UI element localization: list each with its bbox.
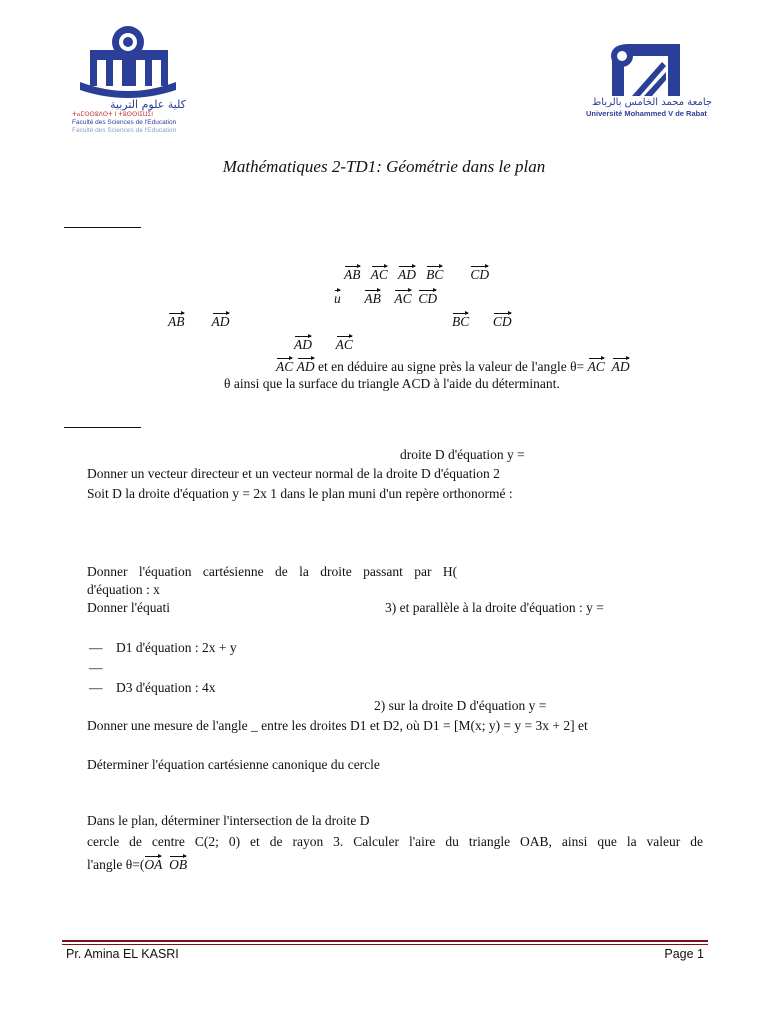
ex2-item-d1-text: D1 d'équation : 2x + y: [116, 640, 237, 655]
exercise2-heading-rule: [64, 427, 141, 428]
dash-bullet: —: [89, 680, 103, 695]
ex1-line3-left: [168, 311, 230, 330]
ex2-item-d3-text: D3 d'équation : 4x: [116, 680, 216, 695]
vector-ad: AD: [294, 334, 312, 353]
vector-cd: CD: [470, 264, 489, 283]
vector-ad: AD: [212, 311, 230, 330]
vector-ad: AD: [612, 356, 630, 375]
vector-ac: AC: [276, 356, 293, 375]
ex2-line-parallele: 3) et parallèle à la droite d'équation : y =: [385, 600, 604, 615]
dash-bullet: —: [89, 660, 103, 675]
ex2-line-angle-oab: [87, 854, 187, 873]
faculty-arabic-name: كلية علوم التربية: [110, 98, 186, 111]
ex2-line-equati: Donner l'équati: [87, 600, 171, 615]
ex1-line5: [276, 356, 630, 375]
vector-ac: AC: [371, 264, 388, 283]
ex2-item-d2: [89, 660, 103, 676]
faculty-french-name: Faculté des Sciences de l'Education: [72, 119, 177, 126]
faculty-french-name-faded: Faculté des Sciences de l'Education: [72, 127, 177, 134]
ex2-line-cercle-centre: cercle de centre C(2; 0) et de rayon 3. Calculer l'aire du triangle OAB, ainsi que la valeur de: [87, 834, 703, 849]
vector-ad: AD: [398, 264, 416, 283]
ex2-line-soit: Soit D la droite d'équation y = 2x 1 dans le plan muni d'un repère orthonormé :: [87, 486, 513, 501]
vector-ob: OB: [169, 854, 187, 873]
vector-cd: CD: [418, 288, 437, 307]
ex2-line-angle: Donner une mesure de l'angle _ entre les droites D1 et D2, où D1 = [M(x; y) = y = 3x + 2] et: [87, 718, 588, 733]
ex2-line-equation-h-text: Donner l'équation cartésienne de la droite passant par H(: [87, 564, 458, 579]
dash-bullet: —: [89, 640, 103, 655]
vector-ab: AB: [344, 264, 361, 283]
ex2-line-cercle: Déterminer l'équation cartésienne canonique du cercle: [87, 757, 380, 772]
ex2-line-equation-h: [87, 564, 481, 580]
ex2-line-sur-droite: 2) sur la droite D d'équation y =: [374, 698, 547, 713]
footer-rule: [62, 940, 708, 942]
university-logo: [584, 40, 714, 120]
ex2-line-equation-x: d'équation : x: [87, 582, 160, 597]
ex1-line5-text: et en déduire au signe près la valeur de l'angle θ=: [318, 359, 585, 374]
faculty-emblem-icon: [66, 20, 190, 100]
vector-bc: BC: [452, 311, 469, 330]
ex2-line-vecteur: Donner un vecteur directeur et un vecteur normal de la droite D d'équation 2: [87, 466, 500, 481]
ex1-line1: [344, 264, 489, 283]
ex1-line2: [334, 288, 437, 307]
university-french-name: Université Mohammed V de Rabat: [586, 109, 707, 118]
footer-author: Pr. Amina EL KASRI: [66, 947, 179, 961]
vector-u: u: [334, 288, 341, 307]
ex1-line4: [294, 334, 353, 353]
faculty-tifinagh-name: ⵜⴰⵎⵙⵙⵓⴷⵙⵜ ⵏ ⵜⵓⵙⵙⵏⵉⵡⵉⵏ: [72, 111, 153, 118]
vector-ab: AB: [364, 288, 381, 307]
ex2-line-droite: droite D d'équation y =: [400, 447, 525, 462]
vector-bc: BC: [426, 264, 443, 283]
vector-ad: AD: [297, 356, 315, 375]
footer-page-number: Page 1: [664, 947, 704, 961]
page-title: Mathématiques 2-TD1: Géométrie dans le plan: [222, 157, 546, 176]
ex2-line-intersection: Dans le plan, déterminer l'intersection de la droite D: [87, 813, 370, 828]
vector-ab: AB: [168, 311, 185, 330]
ex1-line3-right: [452, 311, 512, 330]
vector-ac: AC: [394, 288, 411, 307]
ex2-item-d1: [89, 640, 237, 656]
vector-ac: AC: [588, 356, 605, 375]
university-arabic-name: جامعة محمد الخامس بالرباط: [592, 97, 713, 108]
ex1-line6: θ ainsi que la surface du triangle ACD à l'aide du déterminant.: [224, 376, 560, 391]
ex2-item-d3: [89, 680, 216, 696]
vector-ac: AC: [336, 334, 353, 353]
vector-cd: CD: [493, 311, 512, 330]
ex2-line-angle-oab-text: l'angle θ=(: [87, 857, 145, 872]
vector-oa: OA: [144, 854, 162, 873]
footer-rule-thin: [62, 944, 708, 945]
exercise1-heading-rule: [64, 227, 141, 228]
university-emblem-icon: [584, 40, 714, 98]
faculty-logo: [66, 20, 190, 132]
